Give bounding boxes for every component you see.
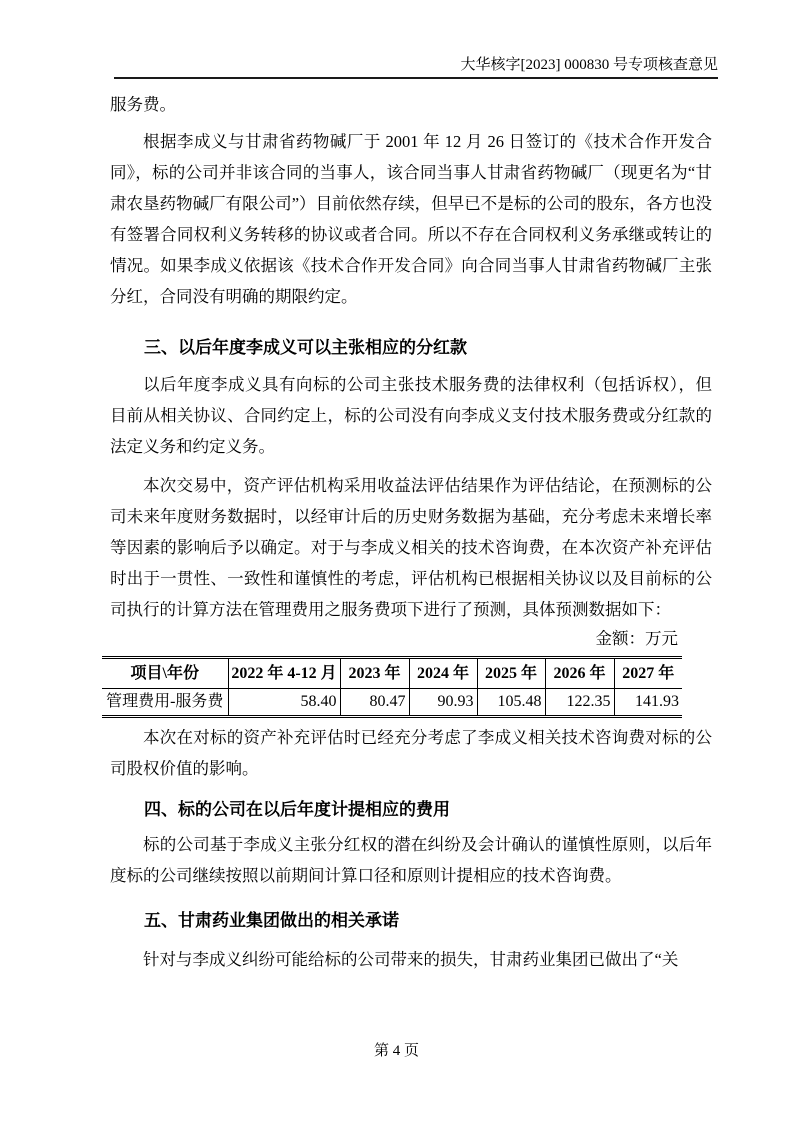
paragraph-contract-background: 根据李成义与甘肃省药物碱厂于 2001 年 12 月 26 日签订的《技术合作开发合同》，标的公司并非该合同的当事人，该合同当事人甘肃省药物碱厂（现更名为“甘肃农垦药物碱厂有限公司”）目前依然存续，但早已不是标的公司的股东，各方也没有签署合同权利义务转移的协议或者合同。所以不存在合同权利义务承继或转让的情况。如果李成义依据该《技术合作开发合同》向合同当事人甘肃省药物碱厂主张分红，合同没有明确的期限约定。 (110, 132, 712, 306)
header-doc-number: 大华核字[2023] 000830 号专项核查意见 (460, 57, 718, 73)
paragraph-accrual-policy: 标的公司基于李成义主张分红权的潜在纠纷及会计确认的谨慎性原则，以后年度标的公司继续按照以前期间计算口径和原则计提相应的技术咨询费。 (110, 835, 712, 885)
table-cell-value: 105.48 (477, 689, 545, 717)
paragraph-carryover: 服务费。 (110, 95, 176, 114)
section-heading-5: 五、甘肃药业集团做出的相关承诺 (144, 911, 399, 930)
table-header-cell: 2022 年 4-12 月 (228, 658, 340, 689)
forecast-table (102, 656, 682, 718)
page-footer (0, 1042, 793, 1060)
page-number: 第 4 页 (373, 1043, 419, 1059)
paragraph-future-dividend-rights: 以后年度李成义具有向标的公司主张技术服务费的法律权利（包括诉权），但目前从相关协议、合同约定上，标的公司没有向李成义支付技术服务费或分红款的法定义务和约定义务。 (110, 375, 712, 456)
paragraph-valuation-impact: 本次在对标的资产补充评估时已经充分考虑了李成义相关技术咨询费对标的公司股权价值的影响。 (110, 728, 712, 778)
section-heading-3: 三、以后年度李成义可以主张相应的分红款 (144, 338, 467, 357)
table-cell-value: 80.47 (340, 689, 409, 717)
table-cell-value: 90.93 (409, 689, 477, 717)
amount-unit-label: 金额：万元 (595, 629, 678, 648)
document-body (106, 78, 712, 975)
table-cell-item: 管理费用-服务费 (106, 693, 224, 710)
section-heading-4: 四、标的公司在以后年度计提相应的费用 (144, 800, 450, 819)
table-header-cell: 2024 年 (409, 658, 477, 689)
table-header-cell: 2023 年 (340, 658, 409, 689)
table-header-cell: 2025 年 (477, 658, 545, 689)
table-cell-value: 122.35 (545, 689, 614, 717)
paragraph-commitment-intro: 针对与李成义纠纷可能给标的公司带来的损失，甘肃药业集团已做出了“关 (143, 950, 679, 969)
table-header-cell: 2026 年 (545, 658, 614, 689)
paragraph-valuation-method: 本次交易中，资产评估机构采用收益法评估结果作为评估结论，在预测标的公司未来年度财务数据时，以经审计后的历史财务数据为基础，充分考虑未来增长率等因素的影响后予以确定。对于与李成义相关的技术咨询费，在本次资产补充评估时出于一贯性、一致性和谨慎性的考虑，评估机构已根据相关协议以及目前标的公司执行的计算方法在管理费用之服务费项下进行了预测，具体预测数据如下： (110, 476, 712, 619)
table-header-row (102, 658, 682, 689)
table-header-cell: 项目\年份 (102, 658, 228, 689)
table-cell-value: 141.93 (614, 689, 682, 717)
table-header-cell: 2027 年 (614, 658, 682, 689)
page-header (114, 55, 718, 79)
table-cell-value: 58.40 (228, 689, 340, 717)
table-row (102, 689, 682, 717)
